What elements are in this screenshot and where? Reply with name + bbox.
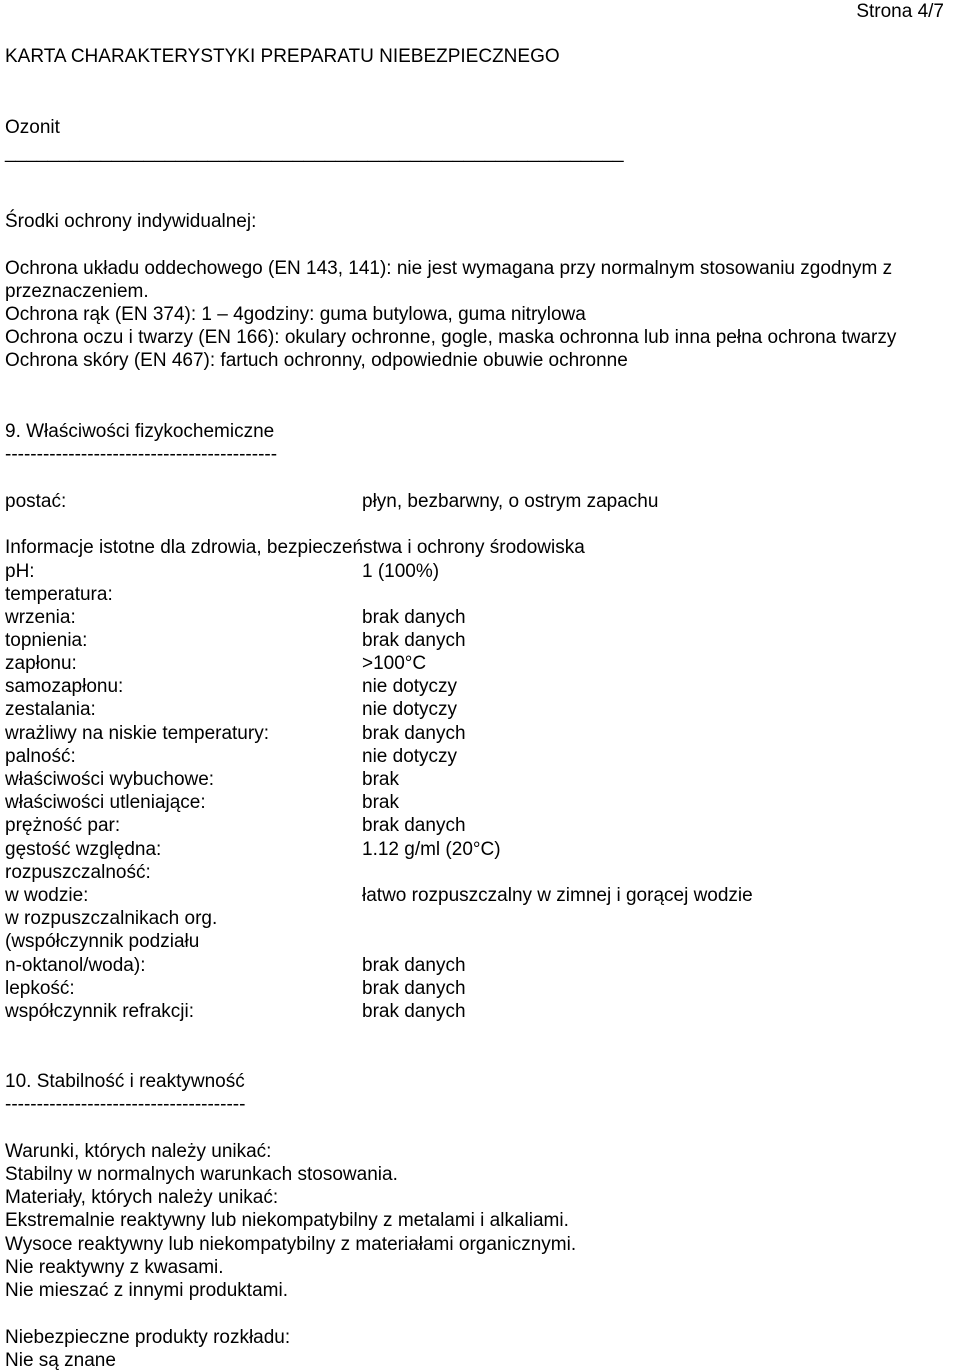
property-value: brak danych [362,955,466,976]
property-value: nie dotyczy [362,746,458,767]
property-label: wrzenia: [5,607,76,628]
property-value: nie dotyczy [362,676,458,697]
header-separator: __________________________________________________________ [5,142,624,163]
property-label: topnienia: [5,630,88,651]
property-label: zestalania: [5,699,96,720]
property-label: prężność par: [5,815,121,836]
property-value: nie dotyczy [362,699,458,720]
materials-to-avoid-label: Materiały, których należy unikać: [5,1187,279,1208]
property-label: w wodzie: [5,885,89,906]
stability-statement: Stabilny w normalnych warunkach stosowania. [5,1164,398,1185]
property-label: (współczynnik podziału [5,931,200,952]
property-label: rozpuszczalność: [5,862,151,883]
property-value: brak [362,792,399,813]
property-label: palność: [5,746,76,767]
property-value: brak danych [362,723,466,744]
respiratory-protection-line: Ochrona układu oddechowego (EN 143, 141): nie jest wymagana przy normalnym stosowaniu zgodnym z [5,258,893,279]
property-label: współczynnik refrakcji: [5,1001,194,1022]
ppe-heading: Środki ochrony indywidualnej: [5,211,257,232]
property-value: brak danych [362,978,466,999]
property-value: >100°C [362,653,427,674]
property-value: brak danych [362,630,466,651]
property-label: w rozpuszczalnikach org. [5,908,218,929]
property-label: zapłonu: [5,653,77,674]
product-name: Ozonit [5,117,60,138]
property-label: właściwości utleniające: [5,792,206,813]
section-10-heading: 10. Stabilność i reaktywność [5,1071,245,1092]
property-label: wrażliwy na niskie temperatury: [5,723,269,744]
skin-protection-line: Ochrona skóry (EN 467): fartuch ochronny, odpowiednie obuwie ochronne [5,350,628,371]
property-label: właściwości wybuchowe: [5,769,215,790]
property-value: 1 (100%) [362,561,440,582]
property-value: brak danych [362,1001,466,1022]
section-9-heading: 9. Właściwości fizykochemiczne [5,421,275,442]
property-label: samozapłonu: [5,676,124,697]
form-label: postać: [5,491,67,512]
conditions-to-avoid-label: Warunki, których należy unikać: [5,1141,272,1162]
incompatibility-metals-line: Ekstremalnie reaktywny lub niekompatybilny z metalami i alkaliami. [5,1210,569,1231]
property-value: 1.12 g/ml (20°C) [362,839,501,860]
property-value: brak [362,769,399,790]
decomposition-products-value: Nie są znane [5,1350,116,1371]
section-9-subheading: Informacje istotne dla zdrowia, bezpieczeństwa i ochrony środowiska [5,537,585,558]
property-value: brak danych [362,815,466,836]
section-9-divider: ------------------------------------------- [5,444,278,465]
decomposition-products-label: Niebezpieczne produkty rozkładu: [5,1327,291,1348]
property-label: lepkość: [5,978,75,999]
section-10-divider: -------------------------------------- [5,1094,246,1115]
document-title: KARTA CHARAKTERYSTYKI PREPARATU NIEBEZPIECZNEGO [5,46,560,67]
form-value: płyn, bezbarwny, o ostrym zapachu [362,491,659,512]
acid-reactivity-line: Nie reaktywny z kwasami. [5,1257,224,1278]
page-number: Strona 4/7 [856,1,944,22]
property-label: n-oktanol/woda): [5,955,146,976]
property-label: gęstość względna: [5,839,162,860]
eye-protection-line: Ochrona oczu i twarzy (EN 166): okulary ochronne, gogle, maska ochronna lub inna pełna ochrona twarzy [5,327,897,348]
respiratory-protection-line-cont: przeznaczeniem. [5,281,149,302]
property-label: pH: [5,561,35,582]
property-value: łatwo rozpuszczalny w zimnej i gorącej wodzie [362,885,753,906]
no-mixing-line: Nie mieszać z innymi produktami. [5,1280,288,1301]
property-value: brak danych [362,607,466,628]
incompatibility-organics-line: Wysoce reaktywny lub niekompatybilny z materiałami organicznymi. [5,1234,577,1255]
property-label: temperatura: [5,584,113,605]
hand-protection-line: Ochrona rąk (EN 374): 1 – 4godziny: guma butylowa, guma nitrylowa [5,304,586,325]
